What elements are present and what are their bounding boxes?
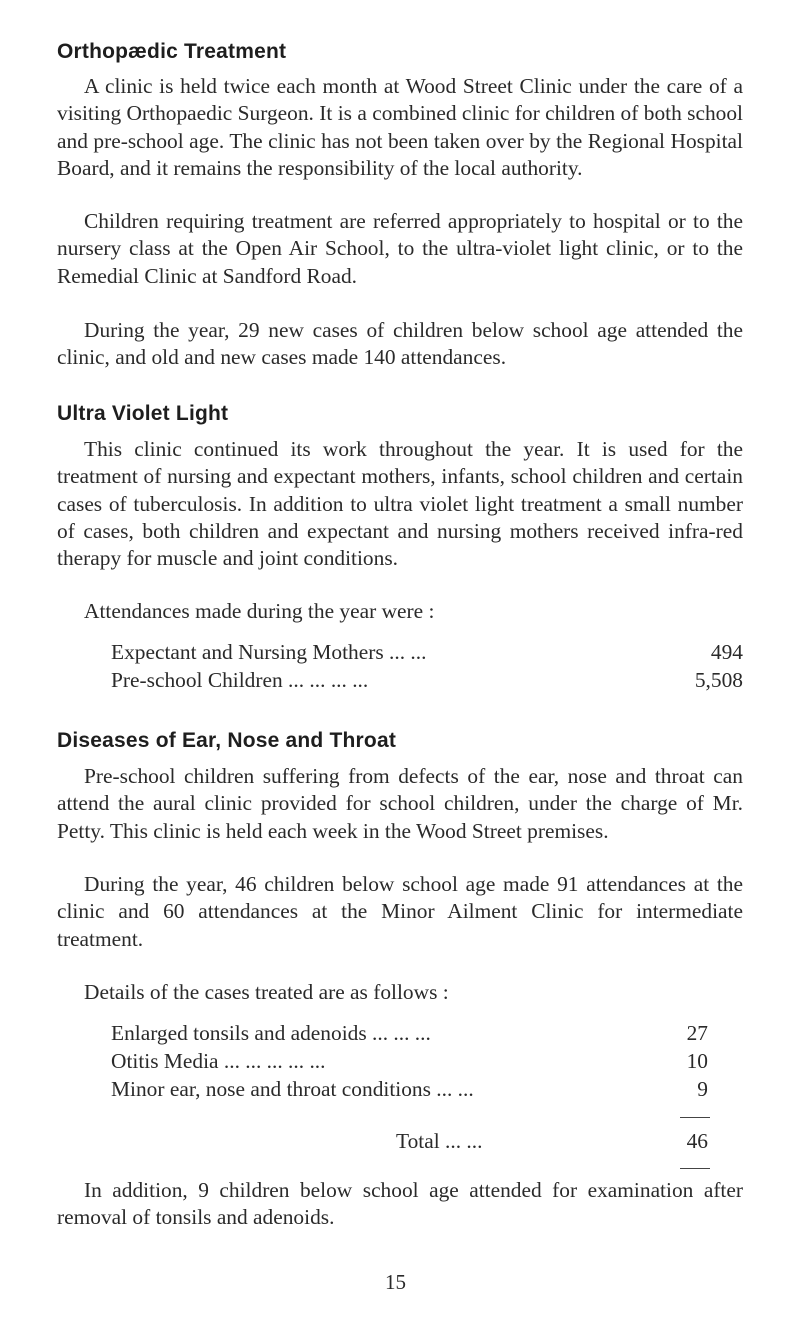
attendance-row bbox=[111, 668, 743, 696]
row-label: Pre-school Children ... ... ... ... bbox=[111, 668, 369, 692]
page-number: 15 bbox=[385, 1270, 406, 1294]
row-label: Otitis Media ... ... ... ... ... bbox=[111, 1049, 326, 1073]
row-value: 494 bbox=[710, 640, 743, 664]
case-row bbox=[111, 1077, 708, 1105]
paragraph: Children requiring treatment are referred appropriately to hospital or to the nursery class at the Open Air School, to the ultra-violet light clinic, or to the Remedial Clinic at Sandford Road. bbox=[57, 209, 743, 288]
row-value: 27 bbox=[686, 1021, 708, 1045]
total-row bbox=[396, 1129, 708, 1157]
attendance-row bbox=[111, 640, 743, 668]
total-rule-top bbox=[680, 1117, 710, 1118]
row-label: Enlarged tonsils and adenoids ... ... ... bbox=[111, 1021, 431, 1045]
case-row bbox=[111, 1049, 708, 1077]
paragraph: During the year, 29 new cases of children below school age attended the clinic, and old and new cases made 140 attendances. bbox=[57, 318, 743, 370]
paragraph: Pre-school children suffering from defects of the ear, nose and throat can attend the aural clinic provided for school children, under the charge of Mr. Petty. This clinic is held each week in the Wood Street premises. bbox=[57, 764, 743, 843]
total-label: Total ... ... bbox=[396, 1129, 483, 1153]
section-heading-orthopaedic: Orthopædic Treatment bbox=[57, 40, 287, 63]
total-value: 46 bbox=[686, 1129, 708, 1153]
section-heading-ultra-violet: Ultra Violet Light bbox=[57, 402, 229, 425]
row-label: Minor ear, nose and throat conditions ... ... bbox=[111, 1077, 474, 1101]
row-label: Expectant and Nursing Mothers ... ... bbox=[111, 640, 427, 664]
paragraph: This clinic continued its work throughout the year. It is used for the treatment of nursing and expectant mothers, infants, school children and certain cases of tuberculosis. In addition to ultra violet light treatment a small number of cases, both children and expectant and nursing mothers received infra-red therapy for muscle and joint conditions. bbox=[57, 437, 743, 571]
section-heading-ear-nose-throat: Diseases of Ear, Nose and Throat bbox=[57, 729, 397, 752]
details-intro: Details of the cases treated are as follows : bbox=[84, 980, 449, 1004]
case-row bbox=[111, 1021, 708, 1049]
paragraph: During the year, 46 children below school age made 91 attendances at the clinic and 60 attendances at the Minor Ailment Clinic for intermediate treatment. bbox=[57, 872, 743, 951]
closing-paragraph: In addition, 9 children below school age attended for examination after removal of tonsils and adenoids. bbox=[57, 1178, 743, 1230]
total-rule-bottom bbox=[680, 1168, 710, 1169]
attendances-intro: Attendances made during the year were : bbox=[84, 599, 435, 623]
paragraph: A clinic is held twice each month at Wood Street Clinic under the care of a visiting Orthopaedic Surgeon. It is a combined clinic for children of both school and pre-school age. The clinic has not been taken over by the Regional Hospital Board, and it remains the responsibility of the local authority. bbox=[57, 74, 743, 180]
row-value: 10 bbox=[686, 1049, 708, 1073]
row-value: 5,508 bbox=[694, 668, 743, 692]
row-value: 9 bbox=[697, 1077, 708, 1101]
